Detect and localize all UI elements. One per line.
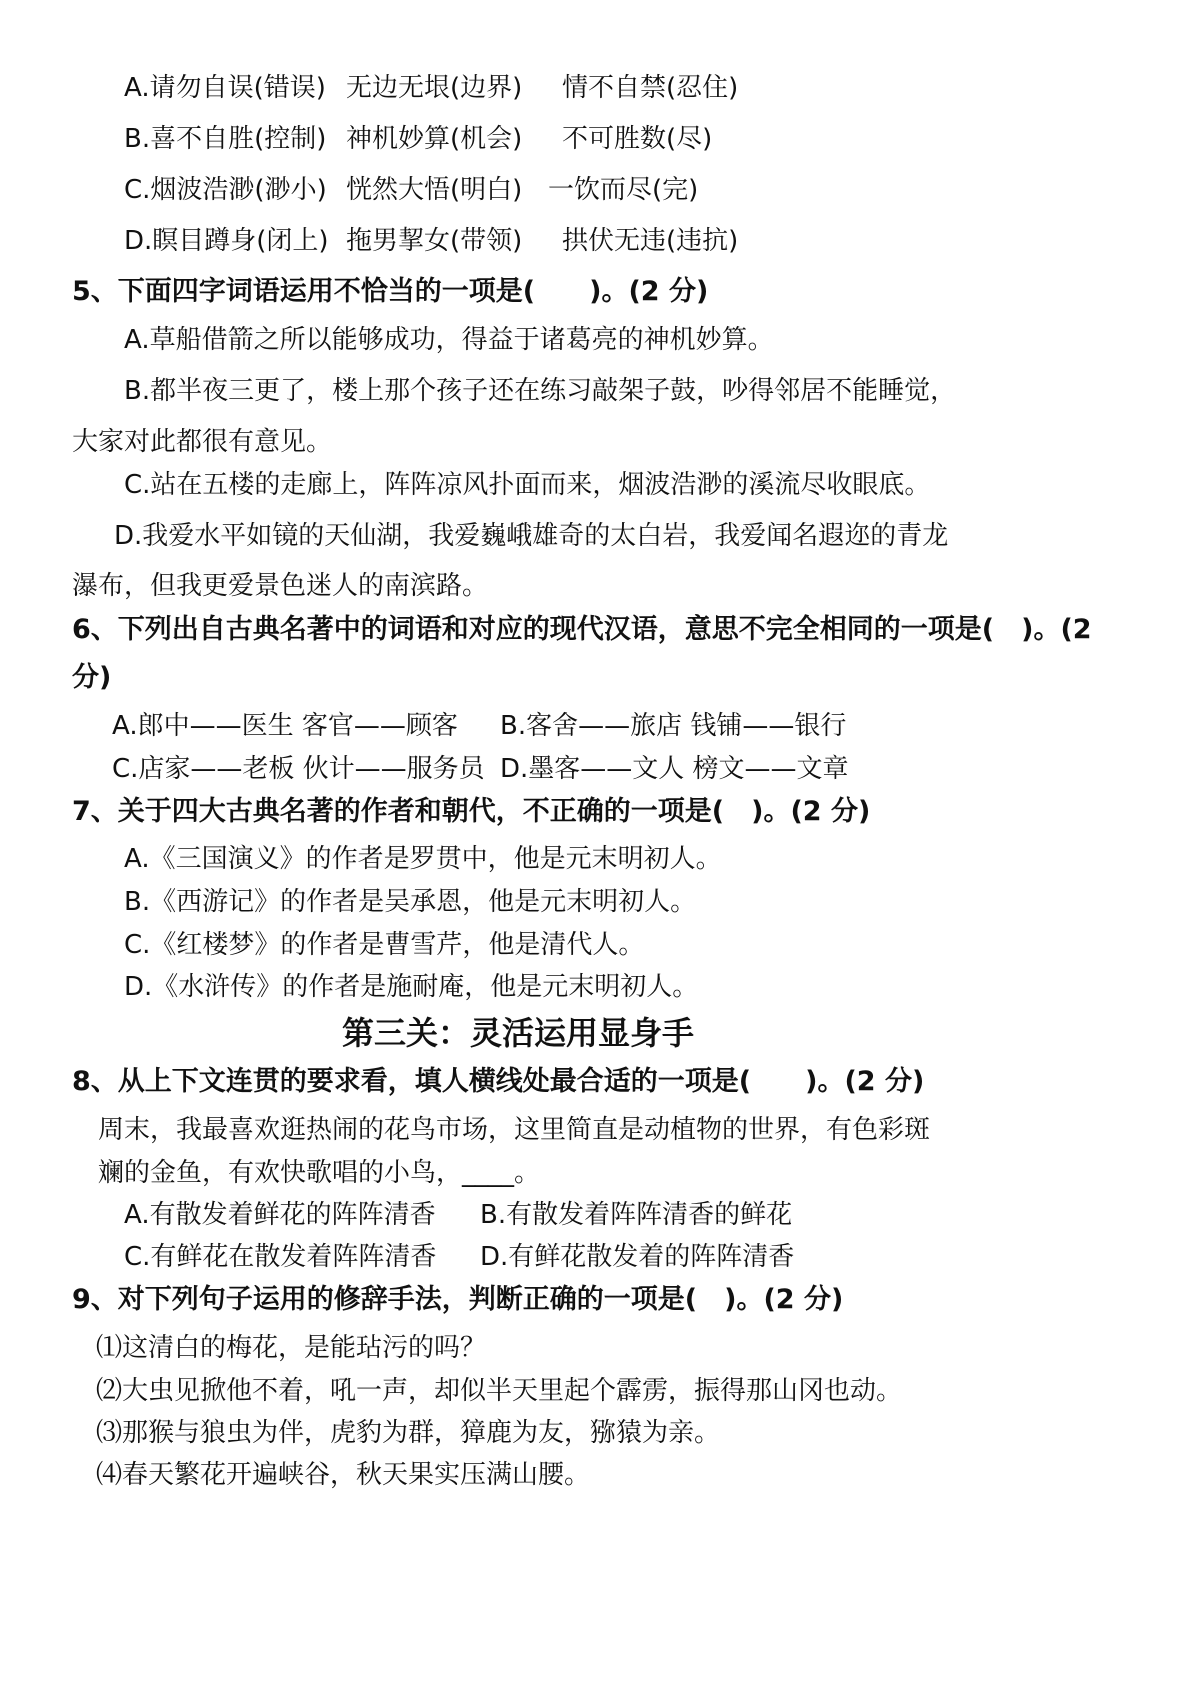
q4-option-b-1: B.喜不自胜(控制) [124,124,327,154]
q8-option-a: A.有散发着鲜花的阵阵清香 [124,1200,436,1230]
q5-option-d-line1: D.我爱水平如镜的天仙湖，我爱巍峨雄奇的太白岩，我爱闻名遐迩的青龙 [114,521,949,551]
q7-option-b: B.《西游记》的作者是吴承恩，他是元末明初人。 [124,887,697,917]
q7-option-a: A.《三国演义》的作者是罗贯中，他是元末明初人。 [124,844,722,874]
q8-option-b: B.有散发着阵阵清香的鲜花 [480,1200,793,1230]
q6-stem-line1: 6、下列出自古典名著中的词语和对应的现代汉语，意思不完全相同的一项是( )。(2 [72,614,1092,645]
q7-option-d: D.《水浒传》的作者是施耐庵，他是元末明初人。 [124,972,699,1002]
q6-stem-line2: 分) [72,662,112,693]
q6-option-d: D.墨客——文人 榜文——文章 [500,754,849,784]
q9-sentence-3: ⑶那猴与狼虫为伴，虎豹为群，獐鹿为友，猕猿为亲。 [96,1418,721,1448]
q4-option-d-1: D.瞑目蹲身(闭上) [124,226,329,256]
section-3-title: 第三关：灵活运用显身手 [342,1014,695,1052]
q5-option-d-line2: 瀑布，但我更爱景色迷人的南滨路。 [72,571,489,601]
q4-option-b-2: 神机妙算(机会) [346,124,523,154]
q5-stem: 5、下面四字词语运用不恰当的一项是( )。(2 分) [72,276,709,307]
q8-stem: 8、从上下文连贯的要求看，填人横线处最合适的一项是( )。(2 分) [72,1066,925,1097]
q4-option-a-1: A.请勿自误(错误) [124,73,326,103]
q4-option-a-2: 无边无垠(边界) [346,73,523,103]
q8-passage-line1: 周末，我最喜欢逛热闹的花鸟市场，这里简直是动植物的世界，有色彩斑 [98,1115,931,1145]
q4-option-c-1: C.烟波浩渺(渺小) [124,175,327,205]
q9-sentence-1: ⑴这清白的梅花，是能玷污的吗？ [96,1333,487,1363]
q9-sentence-4: ⑷春天繁花开遍峡谷，秋天果实压满山腰。 [96,1460,591,1490]
q7-option-c: C.《红楼梦》的作者是曹雪芹，他是清代人。 [124,930,645,960]
q4-option-a-3: 情不自禁(忍住) [562,73,739,103]
q8-option-d: D.有鲜花散发着的阵阵清香 [480,1242,795,1272]
q9-stem: 9、对下列句子运用的修辞手法，判断正确的一项是( )。(2 分) [72,1284,844,1315]
q5-option-b-line2: 大家对此都很有意见。 [72,427,333,457]
q6-option-c: C.店家——老板 伙计——服务员 [112,754,485,784]
q6-option-a: A.郎中——医生 客官——顾客 [112,711,458,741]
q5-option-b-line1: B.都半夜三更了，楼上那个孩子还在练习敲架子鼓，吵得邻居不能睡觉， [124,376,957,406]
q4-option-c-3: 一饮而尽(完) [548,175,699,205]
q5-option-c: C.站在五楼的走廊上，阵阵凉风扑面而来，烟波浩渺的溪流尽收眼底。 [124,470,931,500]
q7-stem: 7、关于四大古典名著的作者和朝代，不正确的一项是( )。(2 分) [72,796,871,827]
q8-passage-line2: 斓的金鱼，有欢快歌唱的小鸟，____。 [98,1158,541,1188]
q4-option-d-3: 拱伏无违(违抗) [562,226,739,256]
q9-sentence-2: ⑵大虫见掀他不着，吼一声，却似半天里起个霹雳，振得那山冈也动。 [96,1376,903,1406]
q4-option-d-2: 拖男挈女(带领) [346,226,523,256]
q5-option-a: A.草船借箭之所以能够成功，得益于诸葛亮的神机妙算。 [124,325,774,355]
q4-option-c-2: 恍然大悟(明白) [346,175,523,205]
q8-option-c: C.有鲜花在散发着阵阵清香 [124,1242,437,1272]
q4-option-b-3: 不可胜数(尽) [562,124,713,154]
q6-option-b: B.客舍——旅店 钱铺——银行 [500,711,847,741]
